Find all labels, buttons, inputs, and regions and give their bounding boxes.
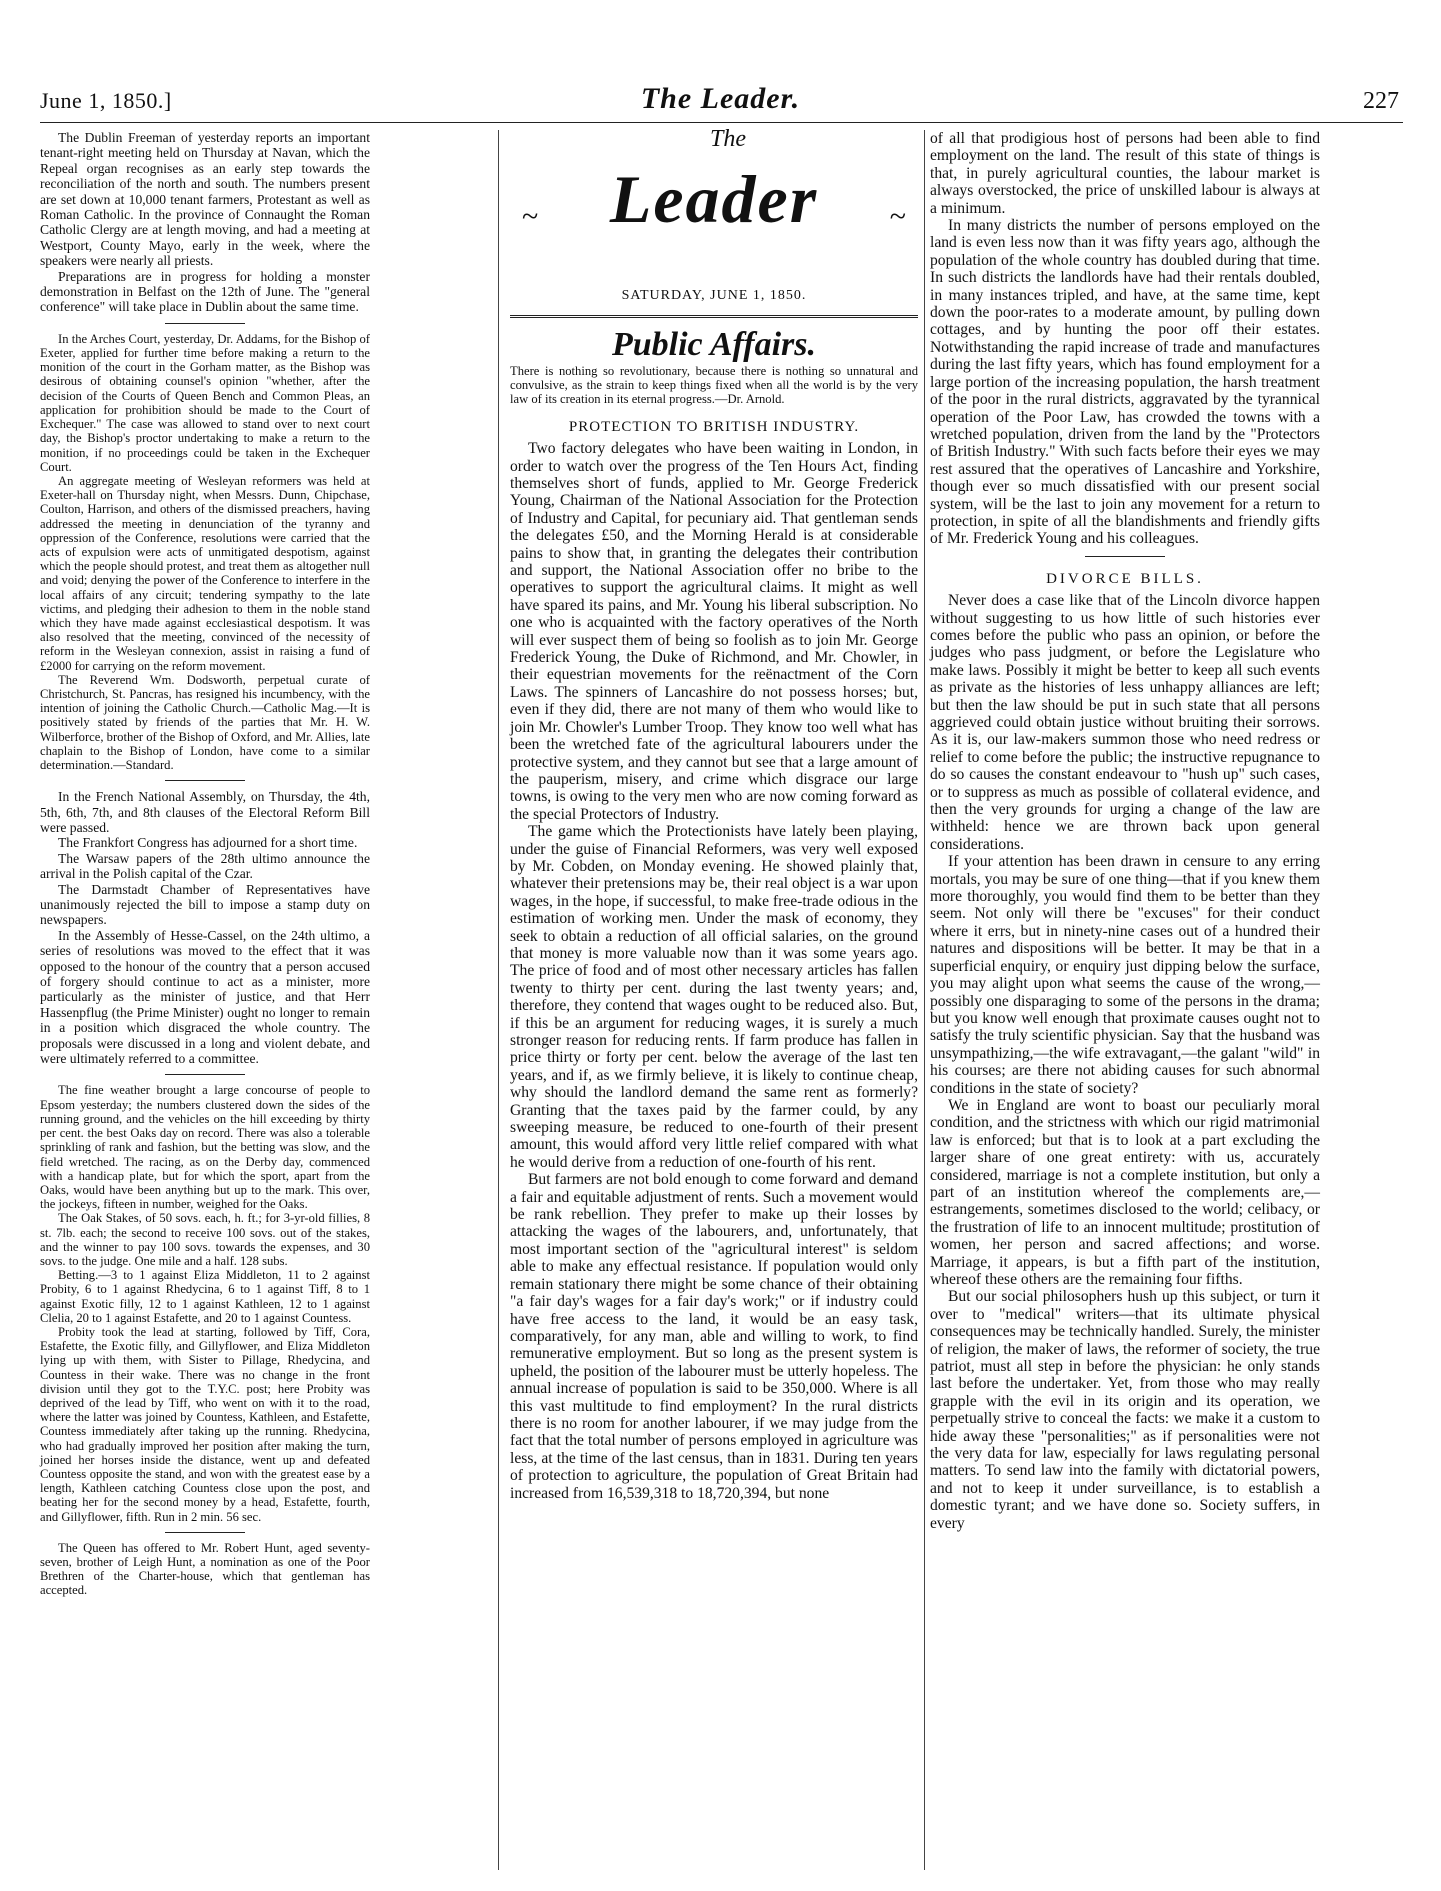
paragraph: The fine weather brought a large concourse of people to Epsom yesterday; the numbers clustered down the sides of the running ground, and the vehicles on the hill exceeding by thirty per cent. the best Oaks day on record. There was also a tolerable sprinkling of rank and fashion, but the betting was slow, and the field wretched. The racing, as on the Derby day, commenced with a handicap plate, but for which the sport, apart from the Oaks, would have been anything but up to the mark. This over, the jockeys, fifteen in number, weighed for the Oaks. xyxy=(40,1083,370,1212)
paragraph: of all that prodigious host of persons had been able to find employment on the land. The result of this state of things is that, in purely agricultural counties, the labour market is always overstocked, the price of unskilled labour is always at a minimum. xyxy=(930,130,1320,217)
column-divider xyxy=(498,130,499,1870)
paragraph: Betting.—3 to 1 against Eliza Middleton, 11 to 2 against Probity, 6 to 1 against Rhedycina, 6 to 1 against Tiff, 8 to 1 against Exotic filly, 12 to 1 against Kathleen, 12 to 1 against Clelia, 20 to 1 against Estafette, and 20 to 1 against Countess. xyxy=(40,1268,370,1325)
flourish-right-icon: ~ xyxy=(889,200,906,233)
paragraph: Never does a case like that of the Lincoln divorce happen without suggesting to us how little of such histories ever comes before the public who pass an opinion, or before the judges who pass judgment, or before the Legislature who make laws. Possibly it might be better to keep all such events as private as the histories of less unhappy alliances are left; but then the law should be put in such state that all persons aggrieved could obtain justice without bruiting their sorrows. As it is, our law-makers summon those who need redress or relief to come before the public; the instructive repugnance to do so causes the constant endeavour to "hush up" such cases, or to suppress as much as possible of collateral evidence, and then the very grounds for urging a change of the law are withheld: hence we are thrown back upon general considerations. xyxy=(930,592,1320,853)
paragraph: Probity took the lead at starting, followed by Tiff, Cora, Estafette, the Exotic filly, and Gillyflower, and Eliza Middleton lying up with them, with Sister to Pillage, Rhedycina, and Countess in their wake. There was no change in the front division until they got to the T.Y.C. post; here Probity was deprived of the lead by Tiff, who went on with it to the road, where the latter was joined by Countess, Kathleen, and Estafette, Countess immediately after taking up the running. Rhedycina, who had gradually improved her position after making the turn, joined her horses inside the distance, went up and defeated Countess opposite the stand, and won with the greatest ease by a length, Kathleen catching Countess close upon the post, and beating her for the second money by a head, Estafette, fourth, and Gillyflower, fifth. Run in 2 min. 56 sec. xyxy=(40,1324,370,1524)
divider xyxy=(165,780,245,781)
paragraph: The Dublin Freeman of yesterday reports an important tenant-right meeting held on Thursday at Navan, which the Repeal organ recognises as an early step towards the reconciliation of the north and south. The numbers present are set down at 10,000 tenant farmers, Protestant as well as Roman Catholic. In the province of Connaught the Roman Catholic Clergy are at length moving, and had a meeting at Westport, County Mayo, early in the week, where the speakers were nearly all priests. xyxy=(40,130,370,269)
paragraph: In many districts the number of persons employed on the land is even less now than it was fifty years ago, although the population of the whole country has doubled during that time. In such districts the landlords have had their rentals doubled, in many instances tripled, and have, at the same time, kept down the poor-rates to a moderate amount, by pulling down cottages, and by hunting the poor off their estates. Notwithstanding the rapid increase of trade and manufactures during the last fifty years, which has found employment for a large portion of the increasing population, the harsh treatment of the poor in the rural districts, aggravated by the tyrannical operation of the Poor Law, has crowded the towns with a wretched population, driven from the land by the "Protectors of British Industry." With such facts before their eyes we may rest assured that the operatives of Lancashire and Yorkshire, though ever so much dissatisfied with our present social system, will be the last to join any movement for a return to protection, in spite of all the blandishments and friendly gifts of Mr. Frederick Young and his colleagues. xyxy=(930,217,1320,548)
masthead xyxy=(510,120,918,320)
page-number: 227 xyxy=(1363,88,1399,114)
left-column xyxy=(40,130,370,1598)
article-title: DIVORCE BILLS. xyxy=(1046,570,1204,587)
paragraph: The Reverend Wm. Dodsworth, perpetual curate of Christchurch, St. Pancras, has resigned his incumbency, with the intention of joining the Catholic Church.—Catholic Mag.—It is positively stated by friends of the parties that Mr. H. W. Wilberforce, brother of the Bishop of Oxford, and Mr. Allies, late chaplain to the Bishop of London, have come to a similar determination.—Standard. xyxy=(40,672,370,772)
divider xyxy=(165,323,245,324)
right-column xyxy=(930,130,1320,1532)
paragraph: In the French National Assembly, on Thursday, the 4th, 5th, 6th, 7th, and 8th clauses of the Electoral Reform Bill were passed. xyxy=(40,789,370,835)
masthead-the: The xyxy=(710,126,746,152)
column-divider xyxy=(924,130,925,1870)
running-header-title: The Leader. xyxy=(640,82,801,115)
paragraph: An aggregate meeting of Wesleyan reformers was held at Exeter-hall on Thursday night, when Messrs. Dunn, Chipchase, Coulton, Harrison, and others of the dismissed preachers, having addressed the meeting in denunciation of the tyranny and oppression of the Conference, resolutions were carried that the acts of expulsion were acts of unmitigated despotism, against which the people should protest, and treat them as altogether null and void; denying the power of the Conference to interfere in the local affairs of any circuit; tendering sympathy to the late victims, and pledging their adhesion to them in the noble stand which they have made against ecclesiastical despotism. It was also resolved that the meeting, convinced of the necessity of reform in the Wesleyan connexion, assist in raising a fund of £2000 for carrying on the reform movement. xyxy=(40,473,370,673)
paragraph: If your attention has been drawn in censure to any erring mortals, you may be sure of one thing—that if you knew them more thoroughly, you would find them to be better than they seem. Not only will there be "excuses" for their conduct where it errs, but in ninety-nine cases out of a hundred their natures and dispositions will be better. It may be that in a superficial enquiry, or enquiry just dipping below the surface, you may alight upon what seems the cause of the wrong,—possibly one disparaging to some of the persons in the drama; but you know well enough that proximate causes ought not to satisfy the truly scientific physician. Say that the husband was unsympathizing,—the wife extravagant,—the galant "wild" in his courses; are there not abiding causes for such abnormal conditions in the state of society? xyxy=(930,853,1320,1097)
divider xyxy=(165,1532,245,1533)
paragraph: The Warsaw papers of the 28th ultimo announce the arrival in the Polish capital of the Czar. xyxy=(40,850,370,882)
paragraph: But farmers are not bold enough to come forward and demand a fair and equitable adjustment of rents. Such a movement would be rank rebellion. They prefer to make up their losses by attacking the wages of the labourers, and, unfortunately, that most important section of the "agricultural interest" is seldom able to make any effectual resistance. If population would only remain stationary there might be some chance of their obtaining "a fair day's wages for a fair day's work;" or if industry could have free access to the land, it would be an easy task, comparatively, for any man, able and willing to work, to find remunerative employment. But so long as the present system is upheld, the position of the labourer must be utterly hopeless. The annual increase of population is said to be 350,000. Where is all this vast multitude to find employment? In the rural districts there is no room for another labourer, if we may judge from the fact that the total number of persons employed in agriculture was less, at the time of the last census, than in 1831. During ten years of protection to agriculture, the population of Great Britain had increased from 16,539,318 to 18,720,394, but none xyxy=(510,1171,918,1502)
paragraph: In the Assembly of Hesse-Cassel, on the 24th ultimo, a series of resolutions was moved to the effect that it was opposed to the honour of the country that a person accused of forgery should continue to act as a minister, more particularly as the minister of justice, and that Herr Hassenpflug (the Prime Minister) ought no longer to remain in a position which disgraced the whole country. The proposals were discussed in a long and violent debate, and were ultimately referred to a committee. xyxy=(40,927,370,1067)
epigraph: There is nothing so revolutionary, because there is nothing so unnatural and convulsive, as the strain to keep things fixed when all the world is by the very law of its creation in its eternal progress.—Dr. Arnold. xyxy=(510,364,918,406)
article-title: PROTECTION TO BRITISH INDUSTRY. xyxy=(568,418,860,435)
paragraph: Two factory delegates who have been waiting in London, in order to watch over the progress of the Ten Hours Act, finding themselves short of funds, applied to Mr. George Frederick Young, Chairman of the National Association for the Protection of Industry and Capital, for pecuniary aid. That gentleman sends the delegates £50, and the Morning Herald is at considerable pains to show that, in granting the delegates their contribution and support, the National Association offer no bribe to the operatives to support the agricultural claims. It might as well have spared its pains, and Mr. Young his liberal subscription. No one who is acquainted with the factory operatives of the North will ever suspect them of being so foolish as to join Mr. George Frederick Young, the Duke of Richmond, and Mr. Chowler, in their equestrian movements for the reënactment of the Corn Laws. The spinners of Lancashire do not possess horses; but, even if they did, there are not many of them who would like to join Mr. Chowler's Lumber Troop. They know too well what has been the wretched fate of the agricultural labourers under the protective system, and they cannot but see that a large amount of the pauperism, misery, and crime which disgrace our large towns, is owing to the very men who are now coming forward as the special Protectors of Industry. xyxy=(510,440,918,823)
middle-column xyxy=(510,326,918,1502)
divider xyxy=(1085,556,1165,557)
paragraph: The Queen has offered to Mr. Robert Hunt, aged seventy-seven, brother of Leigh Hunt, a nomination as one of the Poor Brethren of the Charter-house, which that gentleman has accepted. xyxy=(40,1540,370,1598)
paragraph: We in England are wont to boast our peculiarly moral condition, and the strictness with which our rigid matrimonial law is enforced; but that is to look at a part excluding the larger share of one great entirety: with us, accurately considered, marriage is not a complete institution, but only a part of an institution whereof the complements are,—estrangements, sometimes disclosed to the world; celibacy, or the frustration of life to an innocent multitude; prostitution of women, her person and sacred affections; and worse. Marriage, it appears, is but a fifth part of the institution, whereof these others are the remaining four fifths. xyxy=(930,1096,1320,1288)
paragraph: But our social philosophers hush up this subject, or turn it over to "medical" writers—that its ultimate physical consequences may be technically handled. Surely, the minister of religion, the maker of laws, the reformer of society, the true patriot, must all step in before the physician: he only stands last before the undertaker. Yet, from those who may really grapple with the evil in its origin and its operation, we perpetually strive to conceal the facts: we make it a custom to hide away these "personalities;" as if personalities were not the very data for law, especially for laws regulating personal matters. To send law into the family with dictatorial powers, and not to keep it under surveillance, is to establish a domestic tyrant; and we have done so. Society suffers, in every xyxy=(930,1288,1321,1532)
paragraph: The Oak Stakes, of 50 sovs. each, h. ft.; for 3-yr-old fillies, 8 st. 7lb. each; the second to receive 100 sovs. out of the stakes, and the winner to pay 100 sovs. towards the expenses, and 30 sovs. to the judge. One mile and a half. 128 subs. xyxy=(40,1211,370,1268)
masthead-rule xyxy=(510,315,918,318)
paragraph: The Darmstadt Chamber of Representatives have unanimously rejected the bill to impose a stamp duty on newspapers. xyxy=(40,881,370,928)
masthead-date: SATURDAY, JUNE 1, 1850. xyxy=(621,288,807,303)
paragraph: Preparations are in progress for holding a monster demonstration in Belfast on the 12th of June. The "general conference" will take place in Dublin about the same time. xyxy=(40,268,370,315)
divider xyxy=(165,1074,245,1075)
section-title: Public Affairs. xyxy=(611,326,817,363)
paragraph: The Frankfort Congress has adjourned for a short time. xyxy=(58,835,358,851)
flourish-left-icon: ~ xyxy=(522,200,539,233)
masthead-logo: Leader xyxy=(609,161,819,237)
paragraph: The game which the Protectionists have lately been playing, under the guise of Financial Reformers, was very well exposed by Mr. Cobden, on Monday evening. He showed plainly that, whatever their pretensions may be, their real object is a war upon wages, in the hope, if successful, to make free-trade odious in the estimation of working men. Under the mask of economy, they seek to obtain a reduction of all official salaries, on the ground that money is more valuable now than it was some years ago. The price of food and of most other necessary articles has fallen twenty to thirty per cent. during the last twenty years; and, therefore, they contend that wages ought to be reduced also. But, if this be an argument for reducing wages, it is surely a much stronger reason for reducing rents. If farm produce has fallen in price thirty or forty per cent. below the average of the last ten years, and if, as we firmly believe, it is likely to continue cheap, why should the landlord demand the same rent as formerly? Granting that the taxes paid by the farmer could, by any sweeping measure, be reduced to one-fourth of their present amount, this would afford very little relief compared with what he would derive from a reduction of one-fourth of his rent. xyxy=(510,823,918,1171)
paragraph: In the Arches Court, yesterday, Dr. Addams, for the Bishop of Exeter, applied for further time before making a return to the monition of the court in the Gorham matter, as the Bishop was desirous of obtaining counsel's opinion "whether, after the decision of the Courts of Queen Bench and Common Pleas, an application for prohibition should be made to the Court of Exchequer." The case was allowed to stand over to next court day, the Bishop's proctor undertaking to make a return to the monition, if no proceedings could be taken in the Exchequer Court. xyxy=(40,331,370,474)
running-header-date: June 1, 1850.] xyxy=(40,88,172,113)
